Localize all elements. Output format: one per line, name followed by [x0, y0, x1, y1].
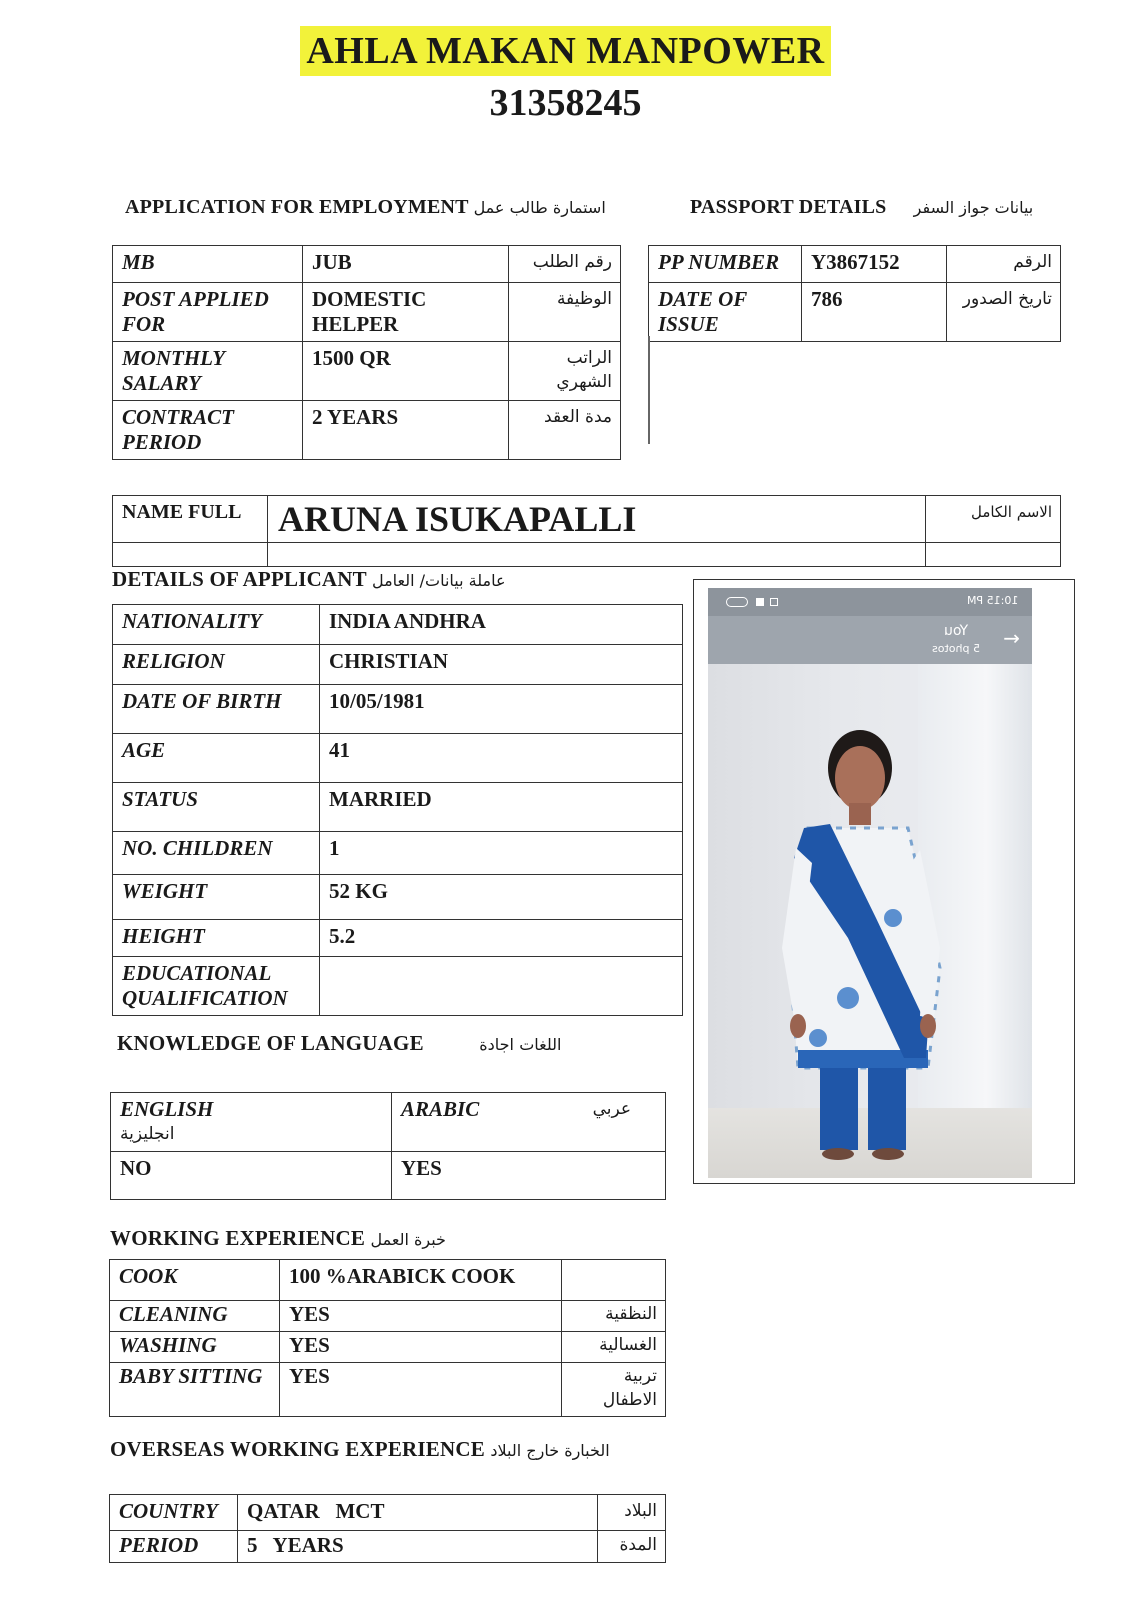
- table-row: [113, 734, 683, 783]
- application-label-ar: رقم الطلب: [509, 246, 621, 283]
- experience-label-ar: [562, 1260, 666, 1301]
- experience-section-title: [110, 1226, 446, 1251]
- application-table: [112, 245, 621, 460]
- table-row: [113, 283, 621, 342]
- table-row: [113, 645, 683, 685]
- overseas-label: PERIOD: [110, 1531, 238, 1563]
- experience-value: YES: [280, 1332, 562, 1363]
- language-table: [110, 1092, 666, 1200]
- table-row: [110, 1332, 666, 1363]
- application-label-ar: الوظيفة: [509, 283, 621, 342]
- experience-label: BABY SITTING: [110, 1363, 280, 1417]
- name-empty-cell: [113, 543, 268, 567]
- overseas-label: COUNTRY: [110, 1495, 238, 1531]
- application-value: DOMESTIC HELPER: [303, 283, 509, 342]
- application-label: MONTHLY SALARY: [113, 342, 303, 401]
- applicant-label: NATIONALITY: [113, 605, 320, 645]
- table-row: [649, 246, 1061, 283]
- application-value: 2 YEARS: [303, 401, 509, 460]
- applicant-photo: [708, 588, 1032, 1178]
- arabic-value: YES: [392, 1152, 666, 1200]
- overseas-label-ar: المدة: [598, 1531, 666, 1563]
- applicant-title-ar: عاملة بيانات/ العامل: [371, 571, 506, 590]
- overseas-value: QATAR MCT: [238, 1495, 598, 1531]
- applicant-label: NO. CHILDREN: [113, 832, 320, 875]
- table-row: [113, 957, 683, 1016]
- overseas-title: OVERSEAS WORKING EXPERIENCE: [110, 1437, 485, 1461]
- overseas-title-ar: الخبارة خارج البلاد: [490, 1441, 610, 1460]
- english-header: [111, 1093, 392, 1152]
- language-section-title: [117, 1031, 562, 1056]
- passport-title: PASSPORT DETAILS: [690, 196, 887, 218]
- passport-divider: [648, 336, 650, 444]
- application-label: CONTRACT PERIOD: [113, 401, 303, 460]
- table-row: [111, 1093, 666, 1152]
- table-row: [110, 1495, 666, 1531]
- application-section-title: [125, 196, 606, 219]
- applicant-label: DATE OF BIRTH: [113, 685, 320, 734]
- table-row: [113, 496, 1061, 543]
- table-row: [113, 685, 683, 734]
- overseas-section-title: [110, 1437, 610, 1462]
- overseas-label-ar: البلاد: [598, 1495, 666, 1531]
- applicant-value: CHRISTIAN: [320, 645, 683, 685]
- passport-title-ar: بيانات جواز السفر: [913, 198, 1034, 217]
- application-value: 1500 QR: [303, 342, 509, 401]
- table-row: [113, 875, 683, 920]
- passport-label-ar: تاريخ الصدور: [947, 283, 1061, 342]
- english-value: NO: [111, 1152, 392, 1200]
- application-title-ar: استمارة طالب عمل: [473, 198, 606, 217]
- table-row: [113, 246, 621, 283]
- table-row: [110, 1363, 666, 1417]
- overseas-table: [109, 1494, 666, 1563]
- arabic-label-ar: عربي: [592, 1099, 631, 1119]
- back-arrow-icon[interactable]: →: [1003, 626, 1020, 650]
- applicant-value: 10/05/1981: [320, 685, 683, 734]
- applicant-label: RELIGION: [113, 645, 320, 685]
- company-name: AHLA MAKAN MANPOWER: [300, 26, 830, 76]
- passport-value: Y3867152: [802, 246, 947, 283]
- company-phone: 31358245: [489, 82, 642, 124]
- applicant-value: INDIA ANDHRA: [320, 605, 683, 645]
- applicant-label: STATUS: [113, 783, 320, 832]
- arabic-label: ARABIC: [401, 1097, 480, 1121]
- passport-value: 786: [802, 283, 947, 342]
- experience-title: WORKING EXPERIENCE: [110, 1226, 366, 1250]
- passport-label: PP NUMBER: [649, 246, 802, 283]
- applicant-label: WEIGHT: [113, 875, 320, 920]
- header: [0, 26, 1131, 126]
- status-time: 10:15 PM: [966, 594, 1018, 607]
- passport-section-title: [690, 196, 1033, 219]
- application-title: APPLICATION FOR EMPLOYMENT: [125, 196, 469, 218]
- table-row: [113, 342, 621, 401]
- experience-label-ar: الغسالية: [562, 1332, 666, 1363]
- arabic-header: [392, 1093, 666, 1152]
- application-label-ar: الراتب الشهري: [509, 342, 621, 401]
- table-row: [113, 401, 621, 460]
- application-label-ar: مدة العقد: [509, 401, 621, 460]
- table-row: [113, 832, 683, 875]
- table-row: [111, 1152, 666, 1200]
- application-label: MB: [113, 246, 303, 283]
- language-title: KNOWLEDGE OF LANGUAGE: [117, 1031, 424, 1055]
- table-row: [113, 783, 683, 832]
- experience-value: YES: [280, 1301, 562, 1332]
- applicant-label: HEIGHT: [113, 920, 320, 957]
- passport-table: [648, 245, 1061, 342]
- applicant-section-title: [112, 567, 506, 592]
- experience-label-ar: تربية الاطفال: [562, 1363, 666, 1417]
- table-row: [110, 1531, 666, 1563]
- passport-label: DATE OF ISSUE: [649, 283, 802, 342]
- english-label: ENGLISH: [120, 1097, 214, 1121]
- application-value: JUB: [303, 246, 509, 283]
- album-count: 5 photos: [932, 642, 980, 655]
- language-title-ar: اللغات: [519, 1035, 562, 1054]
- experience-table: [109, 1259, 666, 1417]
- album-title: You: [943, 623, 968, 639]
- passport-label-ar: الرقم: [947, 246, 1061, 283]
- applicant-value: [320, 957, 683, 1016]
- name-empty-cell: [926, 543, 1061, 567]
- applicant-label: EDUCATIONAL QUALIFICATION: [113, 957, 320, 1016]
- name-label-ar: الاسم الكامل: [926, 496, 1061, 543]
- table-row: [113, 920, 683, 957]
- name-label: NAME FULL: [113, 496, 268, 543]
- applicant-title: DETAILS OF APPLICANT: [112, 567, 367, 591]
- table-row: [649, 283, 1061, 342]
- experience-value: YES: [280, 1363, 562, 1417]
- experience-title-ar: خبرة العمل: [370, 1230, 446, 1249]
- applicant-photo-frame: [693, 579, 1075, 1184]
- table-row: [110, 1301, 666, 1332]
- name-empty-cell: [268, 543, 926, 567]
- application-label: POST APPLIED FOR: [113, 283, 303, 342]
- applicant-value: 41: [320, 734, 683, 783]
- name-value: ARUNA ISUKAPALLI: [268, 496, 926, 543]
- table-row: [113, 605, 683, 645]
- applicant-label: AGE: [113, 734, 320, 783]
- overseas-value: 5 YEARS: [238, 1531, 598, 1563]
- applicant-value: 52 KG: [320, 875, 683, 920]
- applicant-table: [112, 604, 683, 1016]
- applicant-value: MARRIED: [320, 783, 683, 832]
- experience-label: CLEANING: [110, 1301, 280, 1332]
- experience-value: 100 %ARABICK COOK: [280, 1260, 562, 1301]
- applicant-value: 1: [320, 832, 683, 875]
- table-row: [113, 543, 1061, 567]
- person-figure: [708, 588, 1032, 1178]
- experience-label: COOK: [110, 1260, 280, 1301]
- experience-label: WASHING: [110, 1332, 280, 1363]
- applicant-value: 5.2: [320, 920, 683, 957]
- experience-label-ar: النظقية: [562, 1301, 666, 1332]
- language-title-ar2: اجادة: [479, 1035, 514, 1054]
- table-row: [110, 1260, 666, 1301]
- name-table: [112, 495, 1061, 567]
- english-label-ar: انجليزية: [120, 1124, 175, 1144]
